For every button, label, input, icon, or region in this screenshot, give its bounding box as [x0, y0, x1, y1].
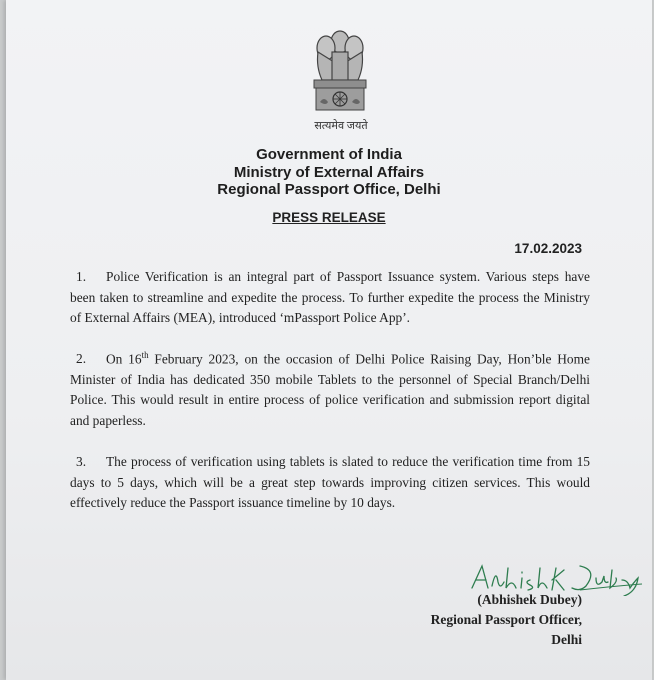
paragraph-3 [70, 452, 590, 514]
header-line-3: Regional Passport Office, Delhi [217, 181, 441, 198]
header-line-2: Ministry of External Affairs [233, 164, 425, 181]
handwritten-signature [464, 560, 644, 596]
header-line-1: Government of India [256, 146, 402, 163]
paragraph-text-start: On 16 [106, 351, 142, 367]
paragraph-2 [70, 345, 590, 431]
paragraph-number: 2. [76, 351, 87, 367]
ashoka-emblem-icon [304, 22, 376, 117]
paragraph-text-rest: February 2023, on the occasion of Delhi Police Raising Day, Hon’ble Home Minister of India has dedicated 350 mobile Tablets to the personnel of Special Branch/Delhi Police. This would result in entire process of police verification and submission report digital and paperless. [70, 351, 590, 428]
paragraph-number: 3. [76, 454, 87, 469]
emblem-motto: सत्यमेव जयते [314, 120, 368, 132]
ordinal-suffix: th [141, 350, 149, 360]
document-date: 17.02.2023 [514, 241, 582, 256]
signatory-designation: Regional Passport Officer, [430, 612, 582, 627]
paragraph-text: The process of verification using tablets is slated to reduce the verification time from 15 days to 5 days, which will be a great step towards improving citizen services. This would effectively reduce the Passport issuance timeline by 10 days. [70, 454, 590, 510]
paragraph-1 [70, 267, 590, 329]
document-title: PRESS RELEASE [272, 210, 386, 225]
signatory-name: (Abhishek Dubey) [477, 592, 582, 607]
paragraph-text: Police Verification is an integral part of Passport Issuance system. Various steps have been taken to streamline and expedite the process. To further expedite the process the Ministry of External Affairs (MEA), introduced ‘mPassport Police App’. [70, 269, 590, 325]
paragraph-number: 1. [76, 269, 87, 284]
document-page [6, 0, 652, 680]
signatory-place: Delhi [551, 632, 582, 647]
